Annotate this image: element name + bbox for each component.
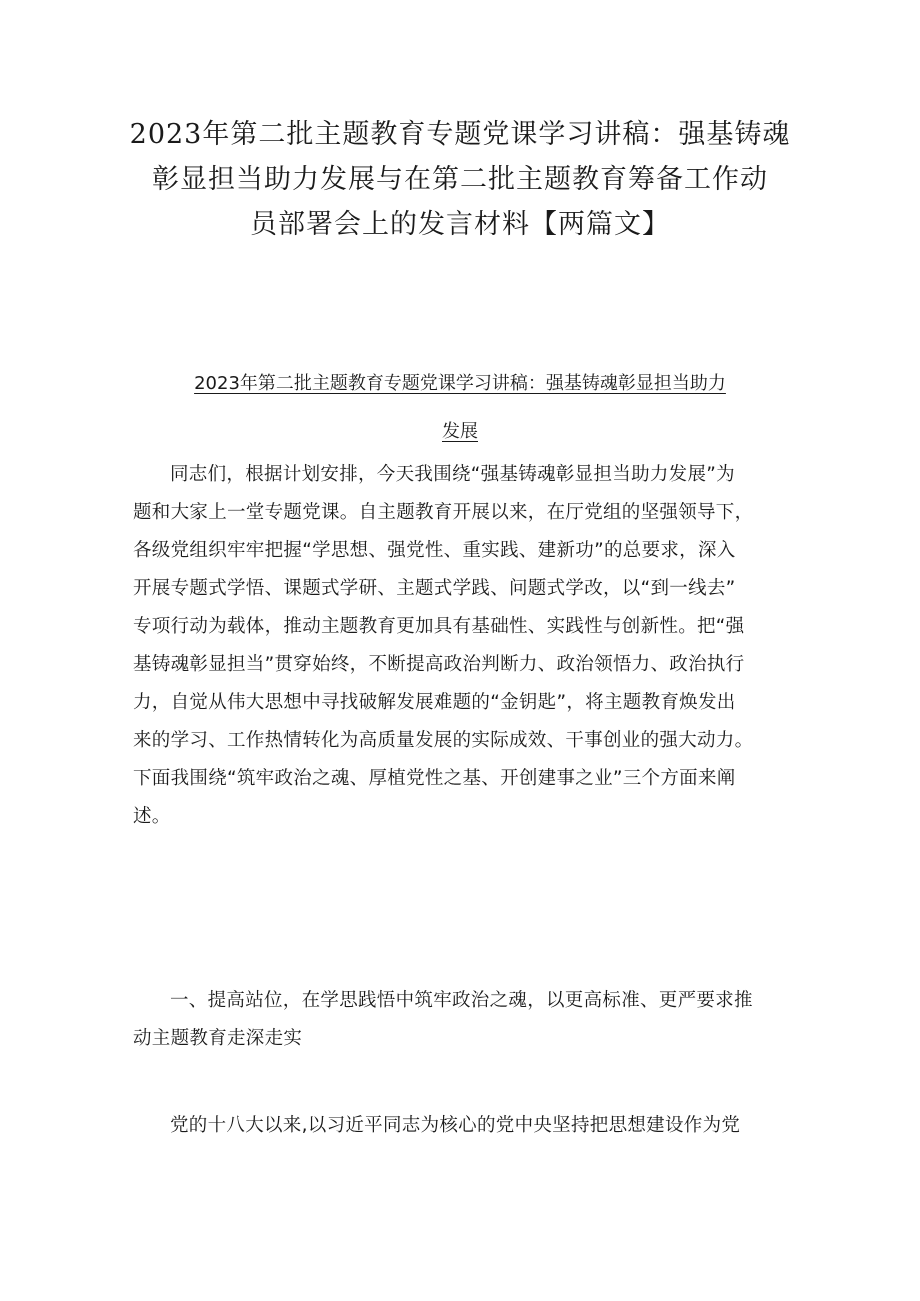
paragraph-line: 基铸魂彰显担当”贯穿始终，不断提高政治判断力、政治领悟力、政治执行 [133,654,745,675]
paragraph-line: 同志们，根据计划安排，今天我围绕“强基铸魂彰显担当助力发展”为 [170,464,735,485]
paragraph-line: 开展专题式学悟、课题式学研、主题式学践、问题式学改，以“到一线去” [133,578,736,599]
paragraph-line: 力，自觉从伟大思想中寻找破解发展难题的“金钥匙”，将主题教育焕发出 [133,692,736,713]
paragraph-2 [133,1107,789,1145]
section-1-heading [133,982,789,1058]
intro-paragraph [133,456,789,836]
paragraph-line: 专项行动为载体，推动主题教育更加具有基础性、实践性与创新性。把“强 [133,616,745,637]
document-title-line-1: 2023年第二批主题教育专题党课学习讲稿：强基铸魂 [129,119,791,150]
paragraph-line: 题和大家上一堂专题党课。自主题教育开展以来，在厅党组的坚强领导下， [133,502,754,523]
paragraph-line: 述。 [133,806,171,827]
paragraph-line: 下面我围绕“筑牢政治之魂、厚植党性之基、开创建事之业”三个方面来阐 [133,768,736,789]
paragraph-line: 党的十八大以来,以习近平同志为核心的党中央坚持把思想建设作为党 [170,1115,741,1136]
article-subtitle-line-1: 2023年第二批主题教育专题党课学习讲稿：强基铸魂彰显担当助力 [194,373,726,394]
section-heading-line: 动主题教育走深走实 [133,1028,303,1049]
paragraph-line: 来的学习、工作热情转化为高质量发展的实际成效、干事创业的强大动力。 [133,730,754,751]
section-heading-line: 一、提高站位，在学思践悟中筑牢政治之魂，以更高标准、更严要求推 [170,990,753,1011]
paragraph-line: 各级党组织牢牢把握“学思想、强党性、重实践、建新功”的总要求，深入 [133,540,736,561]
document-title [110,112,810,247]
document-title-line-3: 员部署会上的发言材料【两篇文】 [250,209,670,240]
article-subtitle [130,360,790,456]
article-subtitle-line-2: 发展 [442,421,478,442]
document-title-line-2: 彰显担当助力发展与在第二批主题教育筹备工作动 [152,164,768,195]
